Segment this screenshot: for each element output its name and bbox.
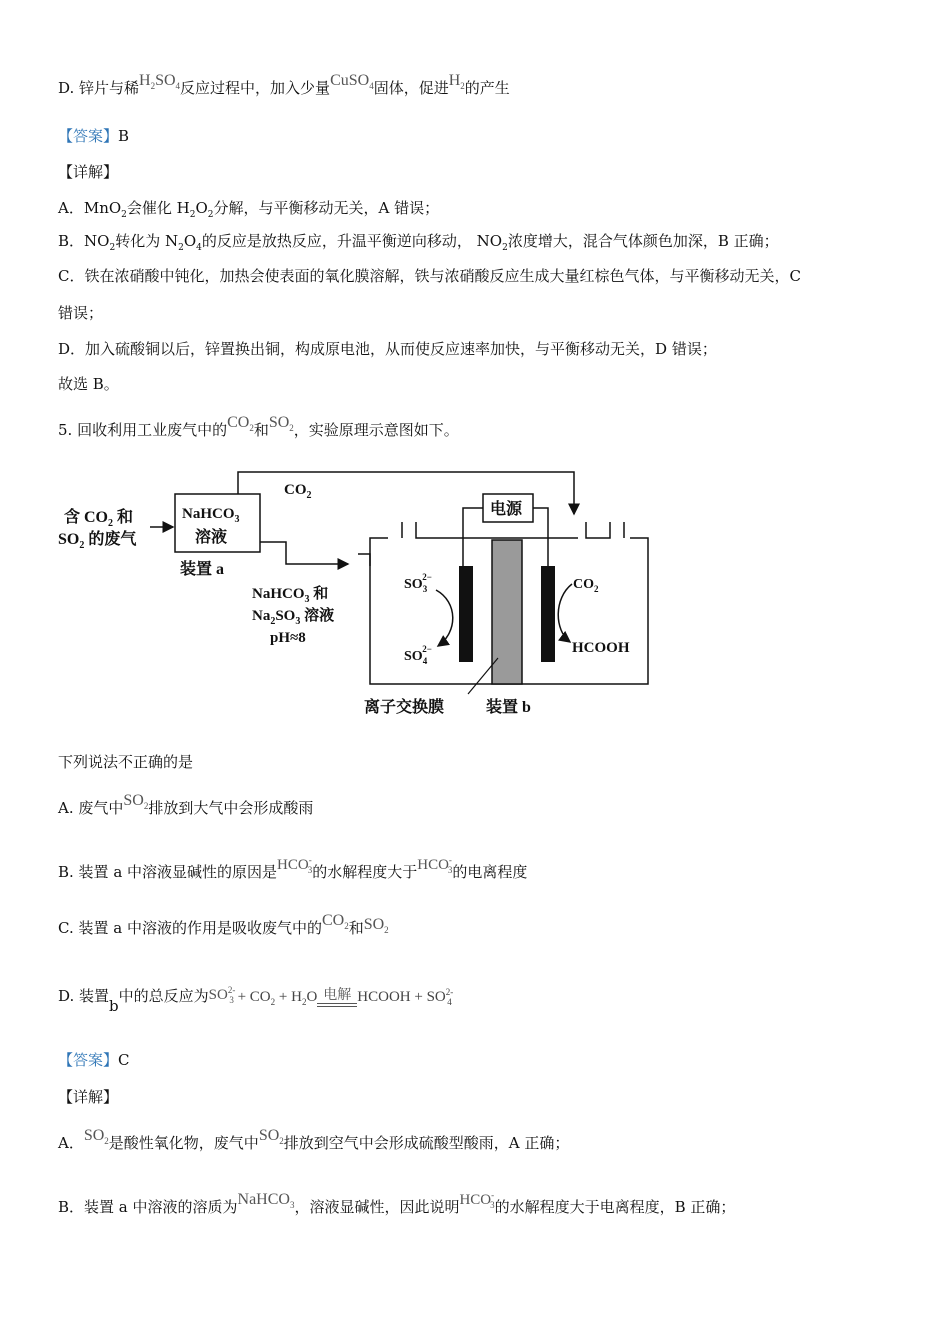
sulfate-label: $SO_42-$	[404, 644, 432, 666]
electrolysis-condition: 电解	[317, 1003, 357, 1012]
formula-h2so4: $H_2SO_4$	[139, 72, 181, 92]
answer-label: 【答案】	[58, 127, 119, 145]
right-port	[586, 522, 610, 538]
option-d-line	[58, 72, 510, 104]
text: 固体，促进	[373, 79, 449, 97]
membrane-label: 离子交换膜	[364, 699, 445, 716]
explanation-c-line1: C．铁在浓硝酸中钝化，加热会使表面的氧化膜溶解，铁与浓硝酸反应生成大量红棕色气体，与平衡移动无关，C	[58, 267, 801, 285]
solution-label-2: $Na_2SO_3$ 溶液	[252, 608, 335, 627]
solution-pipe	[260, 542, 348, 564]
anode-electrode	[459, 566, 473, 662]
formula-cuso4: CuSO$_4$	[330, 72, 374, 92]
detail-heading-2: 【详解】	[58, 1088, 119, 1106]
co2-top-label: $CO_2$	[284, 482, 312, 501]
conclusion: 故选 B。	[58, 375, 119, 393]
text: D. 锌片与稀	[58, 79, 140, 97]
waste-gas-label-2: $SO_2$ 的废气	[58, 531, 137, 551]
question-prompt: 下列说法不正确的是	[58, 753, 194, 771]
experiment-diagram	[58, 462, 678, 727]
option-c[interactable]: C. 装置 a 中溶液的作用是吸收废气中的$CO_2$和$SO_2$	[58, 912, 389, 937]
formula-co2: $CO_2$	[227, 414, 254, 434]
answer-2	[58, 1050, 130, 1070]
co2-right-label: $CO_2$	[573, 577, 599, 594]
option-b[interactable]: B. 装置 a 中溶液显碱性的原因是$HCO^-_3$的水解程度大于$HCO^-_3$的电离程度	[58, 855, 528, 881]
cathode-arrow	[558, 584, 572, 642]
device-a-label: 装置 a	[180, 561, 225, 578]
top-wall	[416, 522, 578, 538]
solution-label-1: NaHCO$_3$ 和	[252, 586, 329, 605]
box-a-label-1: NaHCO$_3$	[182, 506, 240, 525]
text: 反应过程中，加入少量	[180, 79, 331, 97]
explanation-b: B．$NO_2$转化为 $N_2O_4$的反应是放热反应，升温平衡逆向移动， $NO_2$浓度增大，混合气体颜色加深，B 正确；	[58, 232, 779, 253]
explanation-2a: A．$SO_2$是酸性氧化物，废气中$SO_2$排放到空气中会形成硫酸型酸雨，A 正确；	[58, 1127, 570, 1152]
option-a[interactable]: A. 废气中$SO_2$排放到大气中会形成酸雨	[58, 792, 314, 817]
explanation-c-line2: 错误；	[58, 304, 104, 322]
answer-1	[58, 126, 129, 146]
answer-label: 【答案】	[58, 1051, 119, 1069]
power-source-label: 电源	[490, 501, 523, 518]
option-d[interactable]: D. 装置b中的总反应为$SO^{2-}_3 + CO_2 + H_2O$ 电解 HCOOH + $SO^{2-}_4$	[58, 985, 454, 1015]
box-a-label-2: 溶液	[195, 529, 228, 546]
wire-right	[533, 508, 548, 566]
cathode-electrode	[541, 566, 555, 662]
wire-left	[463, 508, 483, 566]
formula-so2: $SO_2$	[268, 414, 294, 434]
explanation-a: A．MnO$_2$会催化 $H_2O_2$分解，与平衡移动无关，A 错误；	[58, 199, 440, 220]
waste-gas-label-1: 含 $CO_2$ 和	[64, 509, 134, 529]
explanation-2b: B．装置 a 中溶液的溶质为NaHCO$_3$，溶液显碱性，因此说明$HCO^-_3$的水解程度大于电离程度，B 正确；	[58, 1190, 736, 1216]
formula-h2: $H_2$	[448, 72, 465, 92]
detail-heading-1: 【详解】	[58, 163, 119, 181]
sulfite-label: $SO_32-$	[404, 572, 432, 594]
solution-label-3: pH≈8	[270, 630, 306, 646]
left-inlet	[370, 538, 388, 566]
explanation-d: D．加入硫酸铜以后，锌置换出铜，构成原电池，从而使反应速率加快，与平衡移动无关，D 错误；	[58, 340, 717, 358]
anode-arrow	[436, 590, 453, 646]
answer-value: C	[118, 1051, 130, 1069]
question-5-stem: 5. 回收利用工业废气中的$CO_2$和$SO_2$，实验原理示意图如下。	[58, 414, 459, 439]
answer-value: B	[118, 127, 130, 145]
device-b-label: 装置 b	[486, 699, 531, 716]
text: 的产生	[464, 79, 510, 97]
ion-exchange-membrane	[492, 540, 522, 684]
hcooh-label: HCOOH	[572, 640, 630, 656]
